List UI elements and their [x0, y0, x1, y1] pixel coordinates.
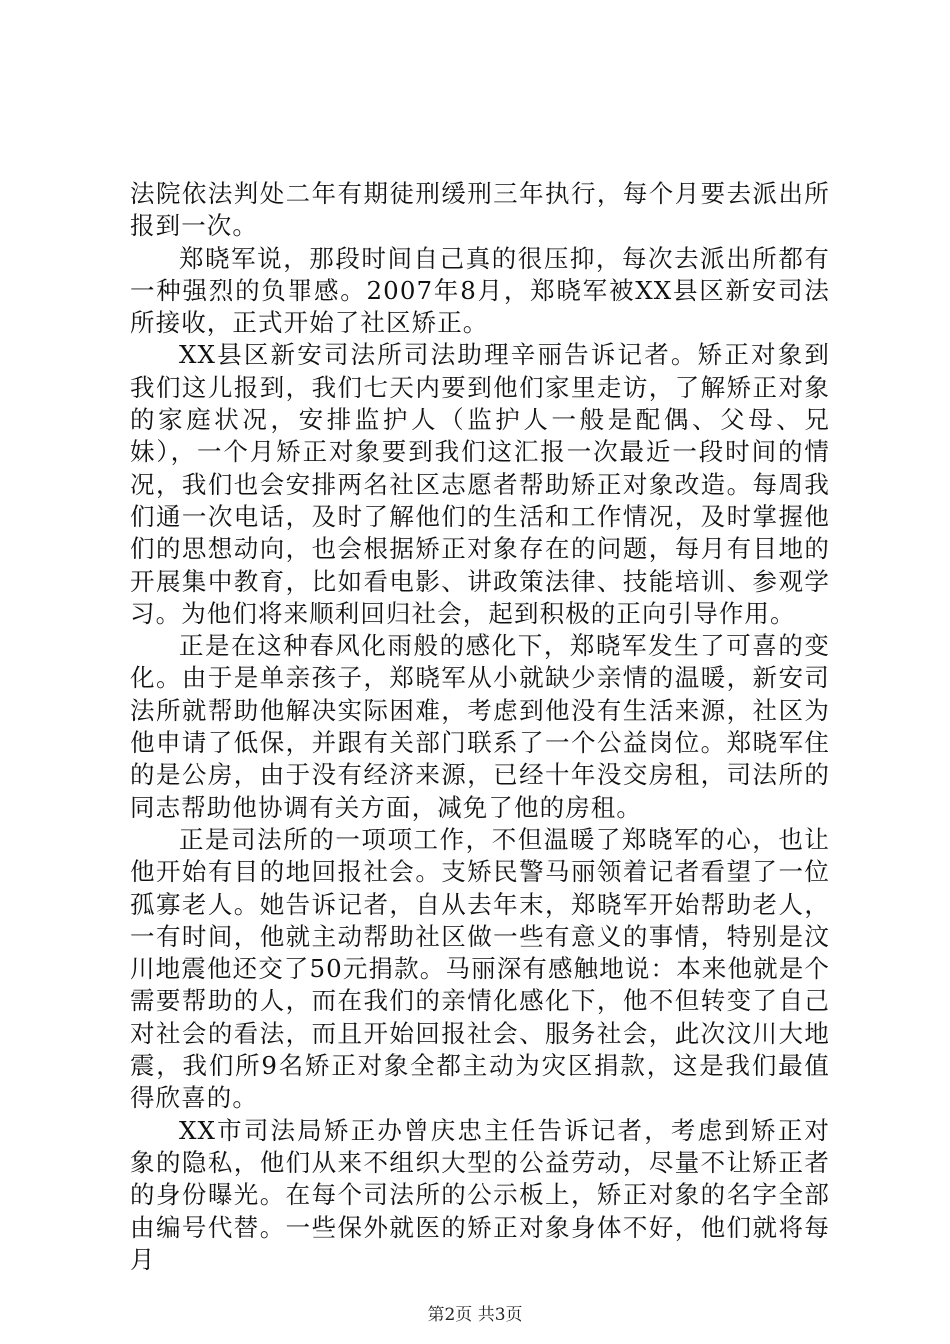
paragraph: 正是在这种春风化雨般的感化下，郑晓军发生了可喜的变化。由于是单亲孩子，郑晓军从小就缺少亲情的温暖，新安司法所就帮助他解决实际困难，考虑到他没有生活来源，社区为他申请了低保，并跟有关部门联系了一个公益岗位。郑晓军住的是公房，由于没有经济来源，已经十年没交房租，司法所的同志帮助他协调有关方面，减免了他的房租。: [130, 631, 830, 822]
paragraph: 郑晓军说，那段时间自己真的很压抑，每次去派出所都有一种强烈的负罪感。2007年8月，郑晓军被XX县区新安司法所接收，正式开始了社区矫正。: [130, 243, 830, 338]
paragraph: 正是司法所的一项项工作，不但温暖了郑晓军的心，也让他开始有目的地回报社会。支矫民警马丽领着记者看望了一位孤寡老人。她告诉记者，自从去年末，郑晓军开始帮助老人，一有时间，他就主动帮助社区做一些有意义的事情，特别是汶川地震他还交了50元捐款。马丽深有感触地说：本来他就是个需要帮助的人，而在我们的亲情化感化下，他不但转变了自己对社会的看法，而且开始回报社会、服务社会，此次汶川大地震，我们所9名矫正对象全都主动为灾区捐款，这是我们最值得欣喜的。: [130, 824, 830, 1113]
paragraph: XX市司法局矫正办曾庆忠主任告诉记者，考虑到矫正对象的隐私，他们从来不组织大型的公益劳动，尽量不让矫正者的身份曝光。在每个司法所的公示板上，矫正对象的名字全部由编号代替。一些保外就医的矫正对象身体不好，他们就将每月: [130, 1115, 830, 1274]
article-body: [130, 178, 830, 1276]
paragraph-continuation: 法院依法判处二年有期徒刑缓刑三年执行，每个月要去派出所报到一次。: [130, 179, 830, 241]
paragraph: XX县区新安司法所司法助理辛丽告诉记者。矫正对象到我们这儿报到，我们七天内要到他们家里走访，了解矫正对象的家庭状况，安排监护人（监护人一般是配偶、父母、兄妹），一个月矫正对象要到我们这汇报一次最近一段时间的情况，我们也会安排两名社区志愿者帮助矫正对象改造。每周我们通一次电话，及时了解他们的生活和工作情况，及时掌握他们的思想动向，也会根据矫正对象存在的问题，每月有目地的开展集中教育，比如看电影、讲政策法律、技能培训、参观学习。为他们将来顺利回归社会，起到积极的正向引导作用。: [130, 340, 830, 628]
page-number-footer: 第2页 共3页: [427, 1305, 523, 1325]
